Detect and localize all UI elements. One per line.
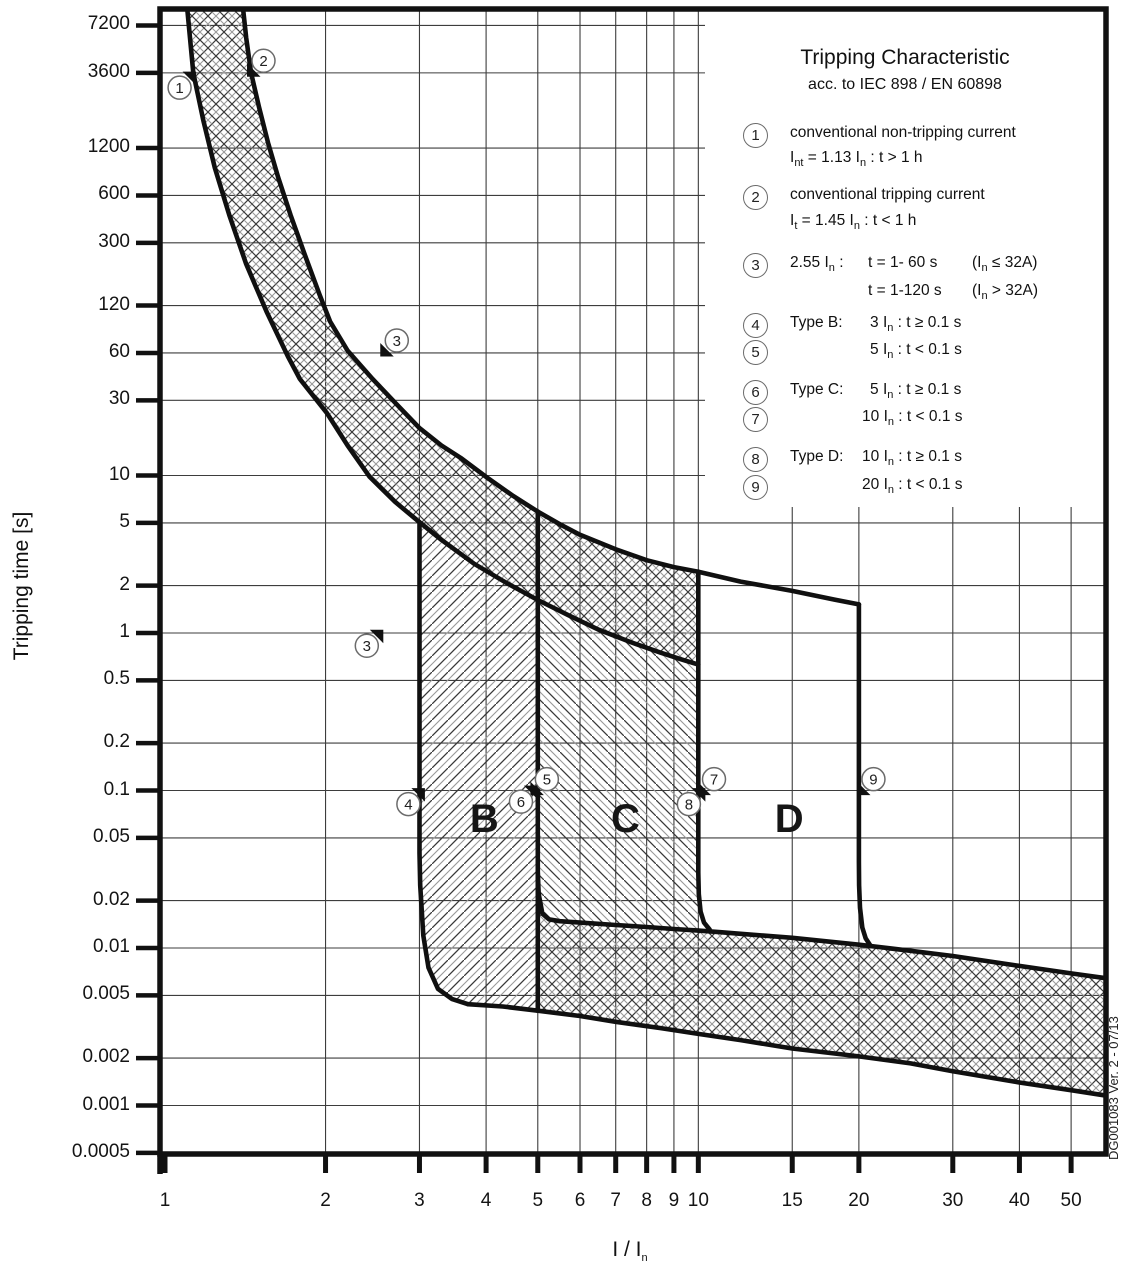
legend-item-3-time-2: t = 1-120 s [868, 282, 942, 299]
marker-number: 1 [175, 80, 184, 98]
y-tick-label: 0.2 [103, 731, 130, 753]
marker-number: 6 [516, 794, 526, 812]
y-tick-label: 7200 [87, 13, 130, 35]
legend-item-2-title: conventional tripping current [790, 186, 985, 203]
marker-1 [168, 72, 196, 100]
curve-d_upper [698, 572, 859, 605]
legend-type-d-label: Type D: [790, 448, 844, 465]
y-tick-label: 0.5 [103, 668, 130, 690]
y-tick-label: 0.001 [82, 1093, 130, 1115]
x-tick-label: 3 [414, 1190, 425, 1211]
region-label-C: C [610, 796, 640, 841]
legend-type-c-label: Type C: [790, 381, 844, 398]
x-tick-label: 6 [574, 1190, 586, 1211]
watermark-text: DG001083 Ver. 2 - 07/13 [1106, 1016, 1121, 1160]
legend-item-1-formula: $I_{nt} = 1.13$ $I_n$ : t > 1 h [790, 149, 923, 170]
marker-3 [355, 630, 383, 658]
legend-num-8: 8 [743, 447, 768, 472]
y-tick-label: 120 [98, 293, 130, 315]
x-tick-label: 5 [532, 1190, 544, 1211]
curve-d_left [698, 572, 709, 930]
x-tick-label: 15 [781, 1190, 803, 1211]
legend-num-1: 1 [743, 123, 768, 148]
x-tick-label: 30 [942, 1190, 964, 1211]
x-tick-label: 50 [1060, 1190, 1082, 1211]
marker-number: 7 [709, 771, 719, 789]
y-tick-label: 600 [98, 183, 130, 205]
legend-type-b-trip: 5 $I_n$ : t < 0.1 s [870, 341, 962, 362]
legend-type-d-trip: 20 $I_n$ : t < 0.1 s [862, 476, 963, 497]
legend-type-d-hold: 10 $I_n$ : t ≥ 0.1 s [862, 448, 962, 469]
y-tick-label: 0.1 [103, 778, 130, 800]
marker-number: 4 [404, 796, 413, 814]
legend-item-3-cond-2: $(I_n > 32A)$ [972, 282, 1039, 303]
y-axis-title: Tripping time [s] [10, 511, 33, 661]
x-tick-label: 4 [480, 1190, 492, 1211]
legend-num-2: 2 [743, 185, 768, 210]
y-tick-label: 60 [108, 340, 130, 362]
chart-subtitle: acc. to IEC 898 / EN 60898 [808, 76, 1002, 93]
legend-num-9: 9 [743, 475, 768, 500]
y-tick-label: 0.02 [93, 888, 130, 910]
x-tick-label: 20 [848, 1190, 870, 1211]
x-tick-label: 9 [668, 1190, 680, 1211]
marker-number: 8 [684, 796, 694, 814]
y-tick-label: 1 [119, 621, 130, 642]
y-tick-label: 300 [98, 230, 130, 252]
legend-item-3-cond-1: $(I_n \le 32A)$ [972, 254, 1038, 275]
x-tick-label: 8 [641, 1190, 652, 1211]
y-tick-label: 30 [108, 388, 130, 410]
y-tick-label: 0.01 [93, 936, 130, 957]
region-label-B: B [469, 796, 499, 841]
legend-type-c-hold: 5 $I_n$ : t ≥ 0.1 s [870, 381, 962, 402]
legend-item-1-title: conventional non-tripping current [790, 124, 1016, 141]
legend-type-b-hold: 3 $I_n$ : t ≥ 0.1 s [870, 314, 962, 335]
marker-number: 5 [542, 771, 552, 789]
x-tick-label: 7 [610, 1190, 621, 1211]
y-tick-label: 5 [119, 510, 130, 532]
legend-num-3: 3 [743, 253, 768, 278]
legend-num-5: 5 [743, 340, 768, 365]
y-tick-label: 1200 [87, 136, 130, 158]
marker-number: 3 [392, 332, 401, 350]
legend-num-6: 6 [743, 380, 768, 405]
chart-title: Tripping Characteristic [800, 46, 1010, 69]
x-tick-label: 40 [1008, 1190, 1030, 1211]
legend-type-c-trip: 10 $I_n$ : t < 0.1 s [862, 408, 963, 429]
legend-num-7: 7 [743, 407, 768, 432]
y-tick-label: 0.005 [82, 983, 130, 1005]
legend-num-4: 4 [743, 313, 768, 338]
legend-item-2-formula: $I_t = 1.45$ $I_n$ : t < 1 h [790, 212, 917, 233]
x-tick-label: 2 [320, 1190, 331, 1211]
legend-type-b-label: Type B: [790, 314, 843, 331]
x-axis-title: I / $I_n$ [612, 1238, 648, 1265]
y-tick-label: 10 [108, 463, 130, 485]
marker-number: 9 [869, 771, 878, 789]
region-type-b-region [420, 522, 538, 1011]
marker-number: 3 [362, 638, 371, 656]
y-tick-label: 0.002 [82, 1046, 130, 1068]
marker-3 [380, 329, 408, 357]
y-tick-label: 0.0005 [71, 1140, 130, 1162]
x-tick-label: 1 [159, 1190, 171, 1211]
region-label-D: D [774, 796, 804, 841]
y-tick-label: 2 [119, 573, 130, 595]
y-tick-label: 0.05 [93, 825, 130, 847]
legend-item-3-time-1: t = 1- 60 s [868, 254, 938, 271]
marker-number: 2 [259, 53, 268, 71]
legend-item-3-current: 2.55 $I_n$ : [790, 254, 844, 275]
x-tick-label: 10 [687, 1190, 709, 1211]
y-tick-label: 3600 [87, 60, 130, 82]
